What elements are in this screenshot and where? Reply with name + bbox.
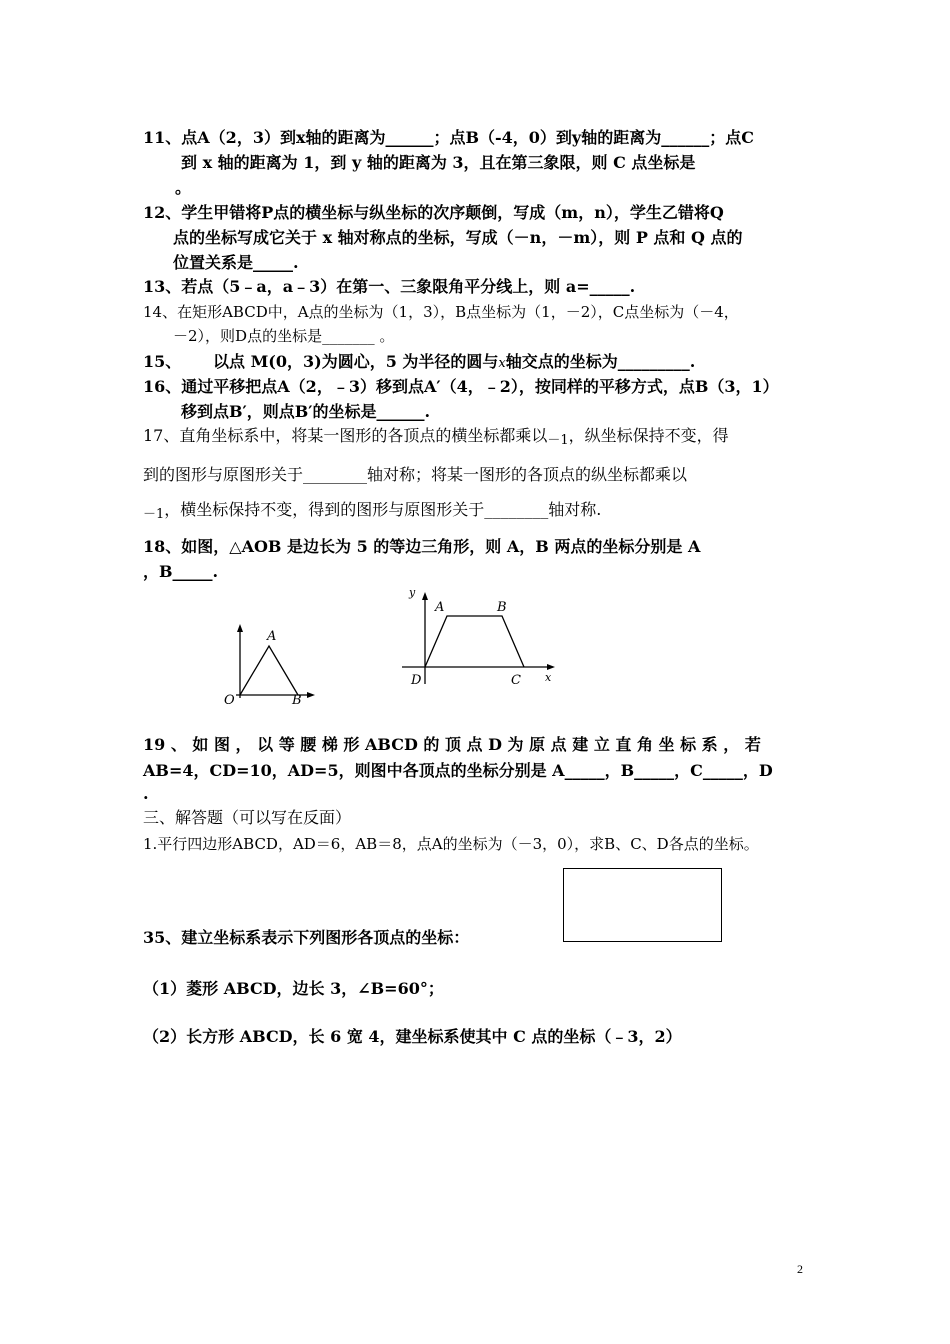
q17-text-a2: ，纵坐标保持不变，得 bbox=[568, 426, 729, 445]
tri-label-o: O bbox=[224, 693, 235, 708]
trap-label-c: C bbox=[511, 673, 521, 688]
q12-line1: 12、学生甲错将P点的横坐标与纵坐标的次序颠倒，写成（m，n），学生乙错将Q bbox=[143, 203, 724, 222]
q17-line2: 到的图形与原图形关于________轴对称；将某一图形的各顶点的纵坐标都乘以 bbox=[143, 465, 688, 484]
problem-35-part1: （1）菱形 ABCD，边长 3，∠B=60°； bbox=[143, 979, 444, 998]
q17-text-c: ，横坐标保持不变，得到的图形与原图形关于________轴对称. bbox=[164, 500, 602, 519]
tri-triangle bbox=[240, 646, 298, 695]
problem-1: 1.平行四边形ABCD，AD＝6，AB＝8，点A的坐标为（－3，0），求B、C、D各点的坐标。 bbox=[143, 835, 759, 853]
q18-line2: ，B_____. bbox=[143, 562, 219, 581]
trap-label-a: A bbox=[435, 600, 445, 615]
trapezoid-figure bbox=[394, 584, 564, 696]
q15-text-c: 轴交点的坐标为_________. bbox=[505, 352, 696, 371]
trap-trapezoid bbox=[425, 616, 524, 667]
q12-line3: 位置关系是_____. bbox=[173, 253, 299, 272]
q19-line2: AB=4，CD=10，AD=5，则图中各顶点的坐标分别是 A_____，B_____，C_____，D bbox=[143, 761, 773, 780]
q15-number: 15、 bbox=[143, 352, 182, 371]
trap-label-y: y bbox=[409, 586, 416, 599]
trap-label-x: x bbox=[545, 671, 552, 684]
q17-line1 bbox=[143, 426, 729, 451]
q15-x-var: x bbox=[498, 356, 506, 371]
trap-y-arrow bbox=[422, 592, 428, 600]
q14-line1: 14、在矩形ABCD中，A点的坐标为（1，3），B点坐标为（1，－2），C点坐标为（－4， bbox=[143, 303, 739, 321]
q13-line: 13、若点（5﹣a，a﹣3）在第一、三象限角平分线上，则 a=_____. bbox=[143, 277, 636, 296]
page-number: 2 bbox=[797, 1262, 803, 1276]
problem-35-part2: （2）长方形 ABCD，长 6 宽 4，建坐标系使其中 C 点的坐标（﹣3，2） bbox=[143, 1027, 682, 1046]
q18-line1: 18、如图，△AOB 是边长为 5 的等边三角形，则 A，B 两点的坐标分别是 A bbox=[143, 537, 701, 556]
triangle-figure bbox=[214, 618, 324, 710]
q11-line2: 到 x 轴的距离为 1，到 y 轴的距离为 3，且在第三象限，则 C 点坐标是 bbox=[181, 153, 696, 172]
trap-label-d: D bbox=[411, 673, 422, 688]
q16-line1: 16、通过平移把点A（2，﹣3）移到点A′（4，﹣2），按同样的平移方式，点B（3，1） bbox=[143, 377, 779, 396]
q15-text-a: 以点 M(0，3)为圆心，5 为半径的圆与 bbox=[213, 352, 499, 371]
q17-minus-one-2: －1 bbox=[143, 507, 165, 522]
q17-text-a1: 17、直角坐标系中，将某一图形的各顶点的横坐标都乘以 bbox=[143, 426, 548, 445]
q14-line2: －2），则D点的坐标是_______ 。 bbox=[173, 327, 395, 345]
problem-35: 35、建立坐标系表示下列图形各顶点的坐标： bbox=[143, 928, 470, 947]
trap-label-b: B bbox=[497, 600, 507, 615]
q11-line1: 11、点A（2，3）到x轴的距离为______；点B（-4，0）到y轴的距离为______；点C bbox=[143, 128, 754, 147]
q12-line2: 点的坐标写成它关于 x 轴对称点的坐标，写成（－n，－m），则 P 点和 Q 点的 bbox=[173, 228, 743, 247]
q19-line1: 19 、 如 图 ， 以 等 腰 梯 形 ABCD 的 顶 点 D 为 原 点 建 立 直 角 坐 标 系 ， 若 bbox=[143, 735, 761, 754]
q16-line2: 移到点B′，则点B′的坐标是______. bbox=[181, 402, 431, 421]
trap-x-arrow bbox=[547, 664, 555, 670]
section-3-heading: 三、解答题（可以写在反面） bbox=[143, 808, 352, 827]
tri-x-arrow bbox=[307, 692, 315, 698]
tri-label-a: A bbox=[267, 629, 277, 644]
q19-line3: . bbox=[143, 784, 149, 803]
q11-line3: 。 bbox=[175, 178, 192, 197]
q17-minus-one-1: －1 bbox=[547, 433, 569, 448]
q17-line3 bbox=[143, 500, 601, 525]
answer-box bbox=[563, 868, 722, 942]
tri-label-b: B bbox=[292, 693, 302, 708]
tri-y-arrow bbox=[237, 624, 243, 632]
q15-text bbox=[213, 352, 695, 374]
